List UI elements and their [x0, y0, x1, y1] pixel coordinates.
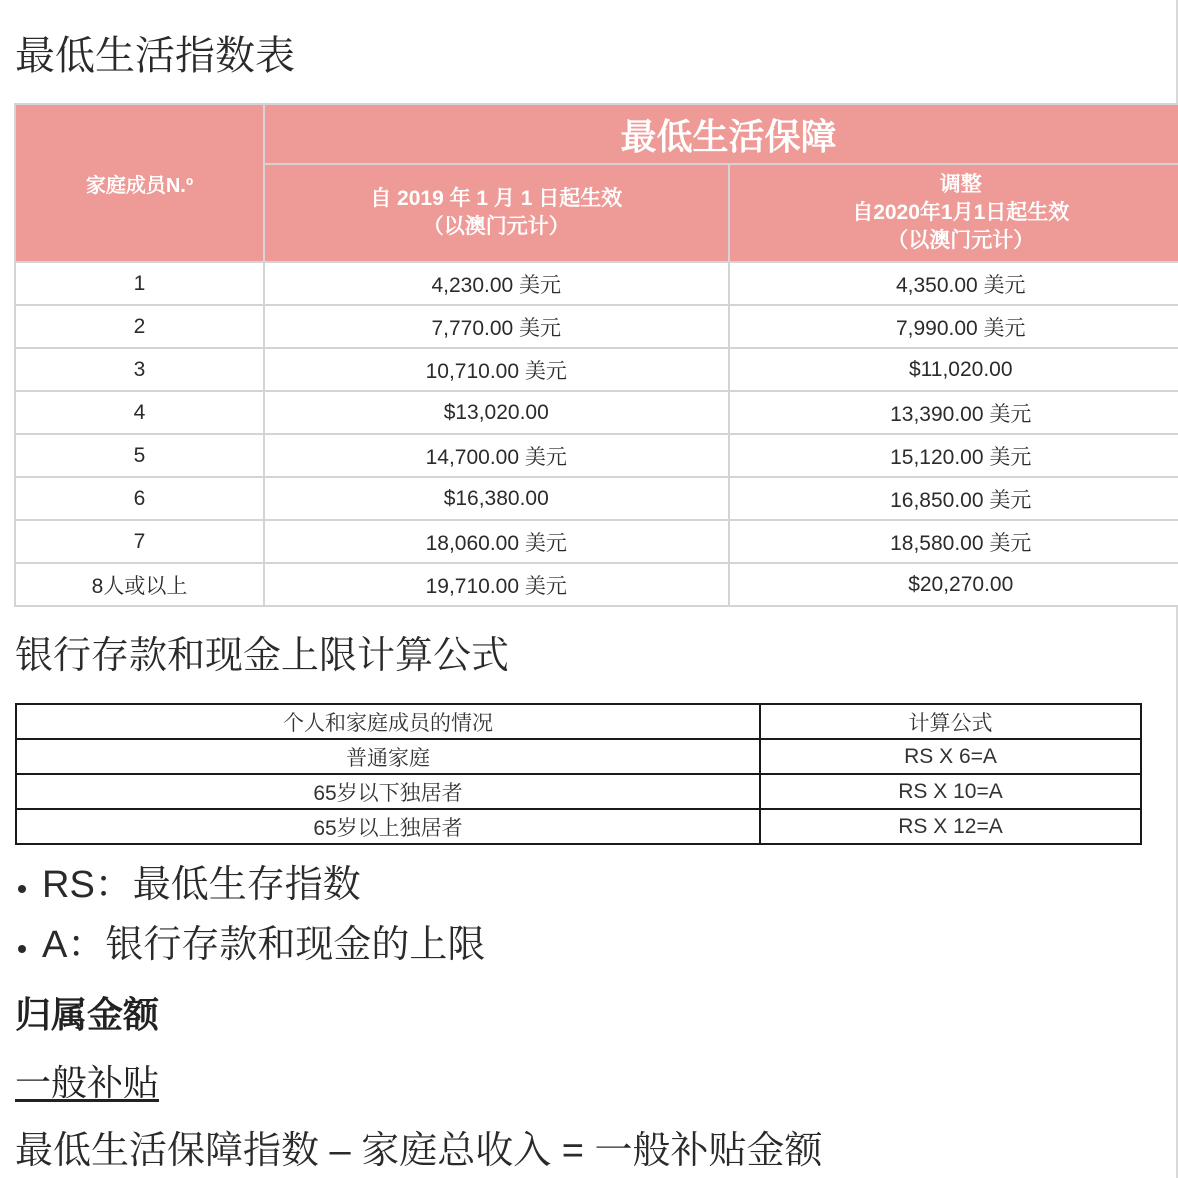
table-row: [15, 520, 1178, 563]
general-subsidy-link[interactable]: 一般补贴: [15, 1062, 160, 1103]
cell-members: 6: [15, 477, 264, 520]
table-row: [15, 348, 1178, 391]
cell-members: 4: [15, 391, 264, 434]
cell-situation: 65岁以下独居者: [16, 774, 760, 809]
bullet-icon: [18, 945, 26, 953]
cell-members: 3: [15, 348, 264, 391]
list-item: [18, 855, 485, 915]
header-2020-line3: （以澳门元计）: [887, 229, 1035, 252]
header-formula: 计算公式: [760, 704, 1141, 739]
cell-2019: 19,710.00 美元: [264, 563, 729, 606]
cell-situation: 普通家庭: [16, 739, 760, 774]
cell-2019: $13,020.00: [264, 391, 729, 434]
table-header-row: [16, 704, 1141, 739]
cell-2019: 4,230.00 美元: [264, 262, 729, 305]
header-2019: [264, 164, 729, 262]
cell-formula: RS X 12=A: [760, 809, 1141, 844]
cell-2020: 7,990.00 美元: [729, 305, 1178, 348]
cell-2020: 13,390.00 美元: [729, 391, 1178, 434]
bullet-icon: [18, 885, 26, 893]
entitlement-title: 归属金额: [15, 994, 160, 1035]
cell-2019: 14,700.00 美元: [264, 434, 729, 477]
header-2019-line1: 自 2019 年 1 月 1 日起生效: [370, 187, 623, 210]
header-2020-line1: 调整: [939, 173, 982, 196]
minimum-subsistence-table: [14, 103, 1178, 607]
cell-2020: 4,350.00 美元: [729, 262, 1178, 305]
cell-members: 2: [15, 305, 264, 348]
cell-2020: $20,270.00: [729, 563, 1178, 606]
table-row: [16, 809, 1141, 844]
table-row: [16, 774, 1141, 809]
legend-a: A：银行存款和现金的上限: [42, 924, 486, 966]
cell-members: 1: [15, 262, 264, 305]
cell-2019: 7,770.00 美元: [264, 305, 729, 348]
cell-situation: 65岁以上独居者: [16, 809, 760, 844]
table-row: [15, 434, 1178, 477]
header-situation: 个人和家庭成员的情况: [16, 704, 760, 739]
general-subsidy-formula: 最低生活保障指数 – 家庭总收入 = 一般补贴金额: [15, 1130, 823, 1172]
cell-formula: RS X 10=A: [760, 774, 1141, 809]
cell-formula: RS X 6=A: [760, 739, 1141, 774]
deposit-limit-formula-table: [15, 703, 1142, 845]
cell-members: 7: [15, 520, 264, 563]
table-row: [16, 739, 1141, 774]
table-row: [15, 477, 1178, 520]
cell-2020: 18,580.00 美元: [729, 520, 1178, 563]
table-row: [15, 262, 1178, 305]
cell-2020: 15,120.00 美元: [729, 434, 1178, 477]
header-2020: [729, 164, 1178, 262]
legend-list: [18, 855, 485, 975]
table-row: [15, 563, 1178, 606]
cell-members: 5: [15, 434, 264, 477]
page-title: 最低生活指数表: [15, 34, 295, 78]
cell-2019: 10,710.00 美元: [264, 348, 729, 391]
cell-members: 8人或以上: [15, 563, 264, 606]
cell-2019: 18,060.00 美元: [264, 520, 729, 563]
header-family-members: 家庭成员N.º: [15, 104, 264, 262]
table-row: [15, 391, 1178, 434]
header-group-minimum-subsistence: 最低生活保障: [264, 104, 1178, 164]
table-row: [15, 305, 1178, 348]
header-2020-line2: 自2020年1月1日起生效: [852, 201, 1070, 224]
header-2019-line2: （以澳门元计）: [422, 215, 570, 238]
formula-section-title: 银行存款和现金上限计算公式: [15, 635, 510, 677]
cell-2020: 16,850.00 美元: [729, 477, 1178, 520]
legend-rs: RS：最低生存指数: [42, 864, 361, 906]
list-item: [18, 915, 485, 975]
cell-2020: $11,020.00: [729, 348, 1178, 391]
cell-2019: $16,380.00: [264, 477, 729, 520]
